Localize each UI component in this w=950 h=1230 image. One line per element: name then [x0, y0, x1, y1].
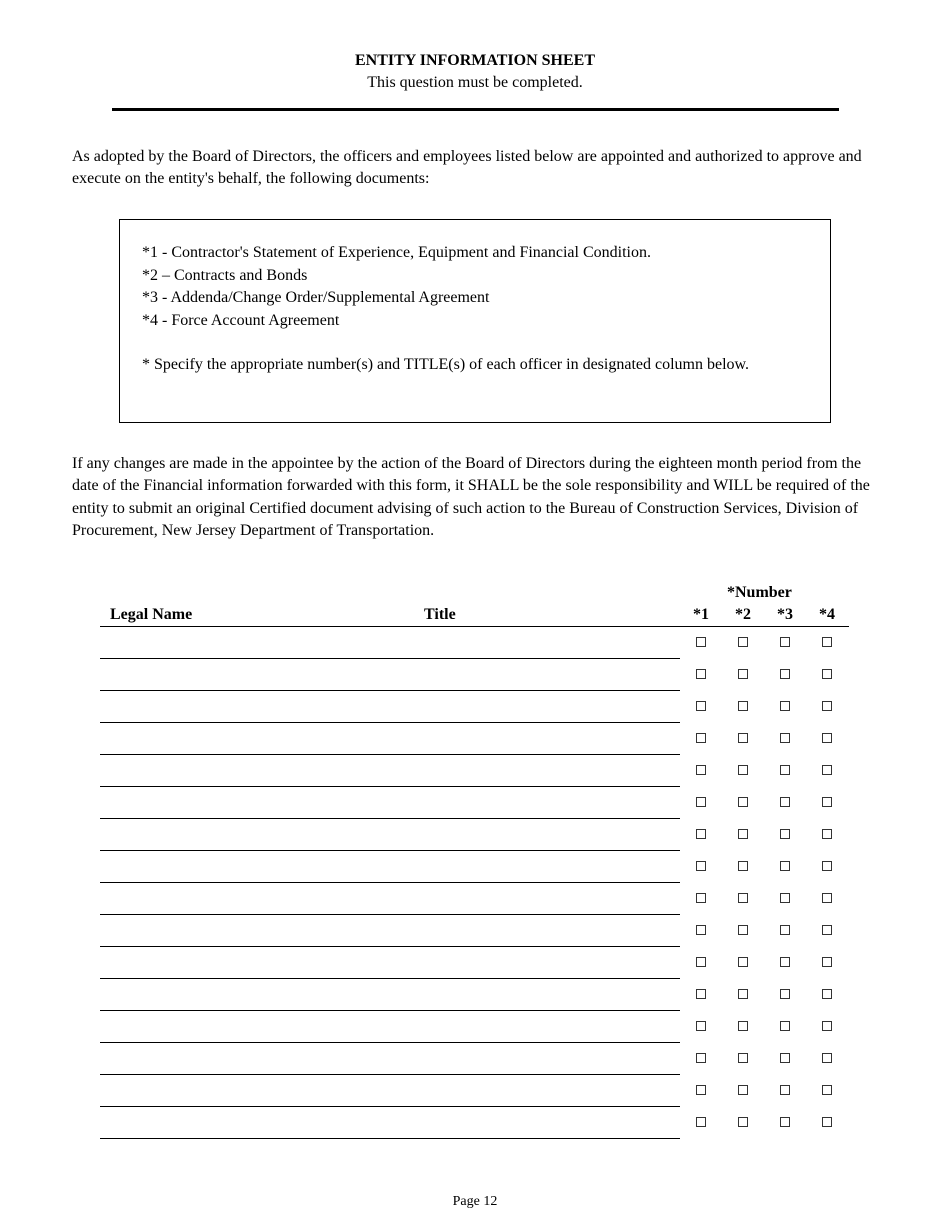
document-item-4: *4 - Force Account Agreement: [142, 311, 340, 329]
officer-row-line[interactable]: [100, 1010, 680, 1011]
documents-list: [142, 242, 802, 332]
number-checkbox-2[interactable]: [738, 701, 748, 711]
number-checkbox-1[interactable]: [696, 1021, 706, 1031]
number-checkbox-3[interactable]: [780, 957, 790, 967]
number-checkbox-2[interactable]: [738, 1117, 748, 1127]
number-checkbox-3[interactable]: [780, 1085, 790, 1095]
officer-row-line[interactable]: [100, 786, 680, 787]
officer-row-line[interactable]: [100, 1074, 680, 1075]
number-group-header: *Number: [727, 584, 792, 601]
number-checkbox-3[interactable]: [780, 669, 790, 679]
number-checkbox-4[interactable]: [822, 637, 832, 647]
number-checkbox-4[interactable]: [822, 797, 832, 807]
number-checkbox-1[interactable]: [696, 957, 706, 967]
number-checkbox-2[interactable]: [738, 1053, 748, 1063]
number-checkbox-3[interactable]: [780, 797, 790, 807]
number-checkbox-4[interactable]: [822, 989, 832, 999]
number-checkbox-1[interactable]: [696, 1117, 706, 1127]
table-header-rule: [100, 626, 849, 627]
number-checkbox-1[interactable]: [696, 797, 706, 807]
number-checkbox-3[interactable]: [780, 765, 790, 775]
number-checkbox-3[interactable]: [780, 989, 790, 999]
number-checkbox-3[interactable]: [780, 861, 790, 871]
page-title: ENTITY INFORMATION SHEET: [354, 52, 596, 69]
number-checkbox-2[interactable]: [738, 1085, 748, 1095]
number-checkbox-4[interactable]: [822, 701, 832, 711]
number-checkbox-4[interactable]: [822, 1021, 832, 1031]
number-checkbox-1[interactable]: [696, 925, 706, 935]
number-header-1: *1: [693, 606, 709, 623]
number-checkbox-3[interactable]: [780, 1053, 790, 1063]
changes-paragraph: If any changes are made in the appointee by the action of the Board of Directors during the eighteen month period from the date of the Financial information forwarded with this form, it SHALL be the sole responsibility and WILL be required of the entity to submit an original Certified document advising of such action to the Bureau of Construction Services, Division of Procurement, New Jersey Department of Transportation.: [72, 455, 870, 540]
documents-box: [119, 219, 831, 423]
number-checkbox-4[interactable]: [822, 925, 832, 935]
number-checkbox-3[interactable]: [780, 925, 790, 935]
document-item-2: *2 – Contracts and Bonds: [142, 266, 308, 284]
intro-paragraph: As adopted by the Board of Directors, the officers and employees listed below are appointed and authorized to approve and execute on the entity's behalf, the following documents:: [72, 148, 862, 188]
number-checkbox-3[interactable]: [780, 1117, 790, 1127]
number-checkbox-3[interactable]: [780, 893, 790, 903]
page-subtitle: This question must be completed.: [367, 74, 583, 91]
number-checkbox-3[interactable]: [780, 829, 790, 839]
legal-name-header: Legal Name: [110, 606, 193, 623]
officer-row-line[interactable]: [100, 1138, 680, 1139]
number-checkbox-2[interactable]: [738, 733, 748, 743]
number-checkbox-2[interactable]: [738, 925, 748, 935]
officer-row-line[interactable]: [100, 818, 680, 819]
number-checkbox-4[interactable]: [822, 669, 832, 679]
number-header-2: *2: [735, 606, 751, 623]
documents-note: * Specify the appropriate number(s) and TITLE(s) of each officer in designated column below.: [142, 356, 750, 373]
officer-row-line[interactable]: [100, 722, 680, 723]
number-checkbox-4[interactable]: [822, 1117, 832, 1127]
officer-row-line[interactable]: [100, 978, 680, 979]
officer-row-line[interactable]: [100, 1106, 680, 1107]
number-checkbox-3[interactable]: [780, 733, 790, 743]
number-checkbox-2[interactable]: [738, 989, 748, 999]
number-checkbox-2[interactable]: [738, 957, 748, 967]
number-checkbox-3[interactable]: [780, 637, 790, 647]
officer-row-line[interactable]: [100, 690, 680, 691]
number-checkbox-2[interactable]: [738, 637, 748, 647]
number-checkbox-4[interactable]: [822, 861, 832, 871]
header-divider: [112, 108, 839, 111]
number-header-3: *3: [777, 606, 793, 623]
number-checkbox-1[interactable]: [696, 893, 706, 903]
number-checkbox-1[interactable]: [696, 669, 706, 679]
number-checkbox-1[interactable]: [696, 637, 706, 647]
number-checkbox-4[interactable]: [822, 1053, 832, 1063]
number-checkbox-1[interactable]: [696, 1085, 706, 1095]
number-checkbox-2[interactable]: [738, 829, 748, 839]
number-checkbox-2[interactable]: [738, 669, 748, 679]
number-checkbox-4[interactable]: [822, 829, 832, 839]
number-checkbox-2[interactable]: [738, 861, 748, 871]
number-checkbox-1[interactable]: [696, 733, 706, 743]
number-checkbox-1[interactable]: [696, 829, 706, 839]
number-checkbox-1[interactable]: [696, 1053, 706, 1063]
number-checkbox-2[interactable]: [738, 893, 748, 903]
officer-row-line[interactable]: [100, 946, 680, 947]
officer-row-line[interactable]: [100, 882, 680, 883]
document-item-3: *3 - Addenda/Change Order/Supplemental Agreement: [142, 289, 490, 307]
officer-row-line[interactable]: [100, 1042, 680, 1043]
number-checkbox-4[interactable]: [822, 893, 832, 903]
number-checkbox-2[interactable]: [738, 797, 748, 807]
officer-row-line[interactable]: [100, 754, 680, 755]
officer-row-line[interactable]: [100, 658, 680, 659]
number-header-4: *4: [819, 606, 835, 623]
number-checkbox-4[interactable]: [822, 957, 832, 967]
number-checkbox-4[interactable]: [822, 1085, 832, 1095]
number-checkbox-4[interactable]: [822, 765, 832, 775]
document-item-1: *1 - Contractor's Statement of Experience, Equipment and Financial Condition.: [142, 244, 651, 261]
officer-row-line[interactable]: [100, 850, 680, 851]
officer-row-line[interactable]: [100, 914, 680, 915]
title-header: Title: [424, 606, 456, 623]
number-checkbox-3[interactable]: [780, 1021, 790, 1031]
number-checkbox-4[interactable]: [822, 733, 832, 743]
number-checkbox-1[interactable]: [696, 861, 706, 871]
number-checkbox-1[interactable]: [696, 701, 706, 711]
number-checkbox-1[interactable]: [696, 989, 706, 999]
number-checkbox-2[interactable]: [738, 765, 748, 775]
number-checkbox-2[interactable]: [738, 1021, 748, 1031]
number-checkbox-3[interactable]: [780, 701, 790, 711]
page-number: Page 12: [452, 1194, 498, 1209]
number-checkbox-1[interactable]: [696, 765, 706, 775]
